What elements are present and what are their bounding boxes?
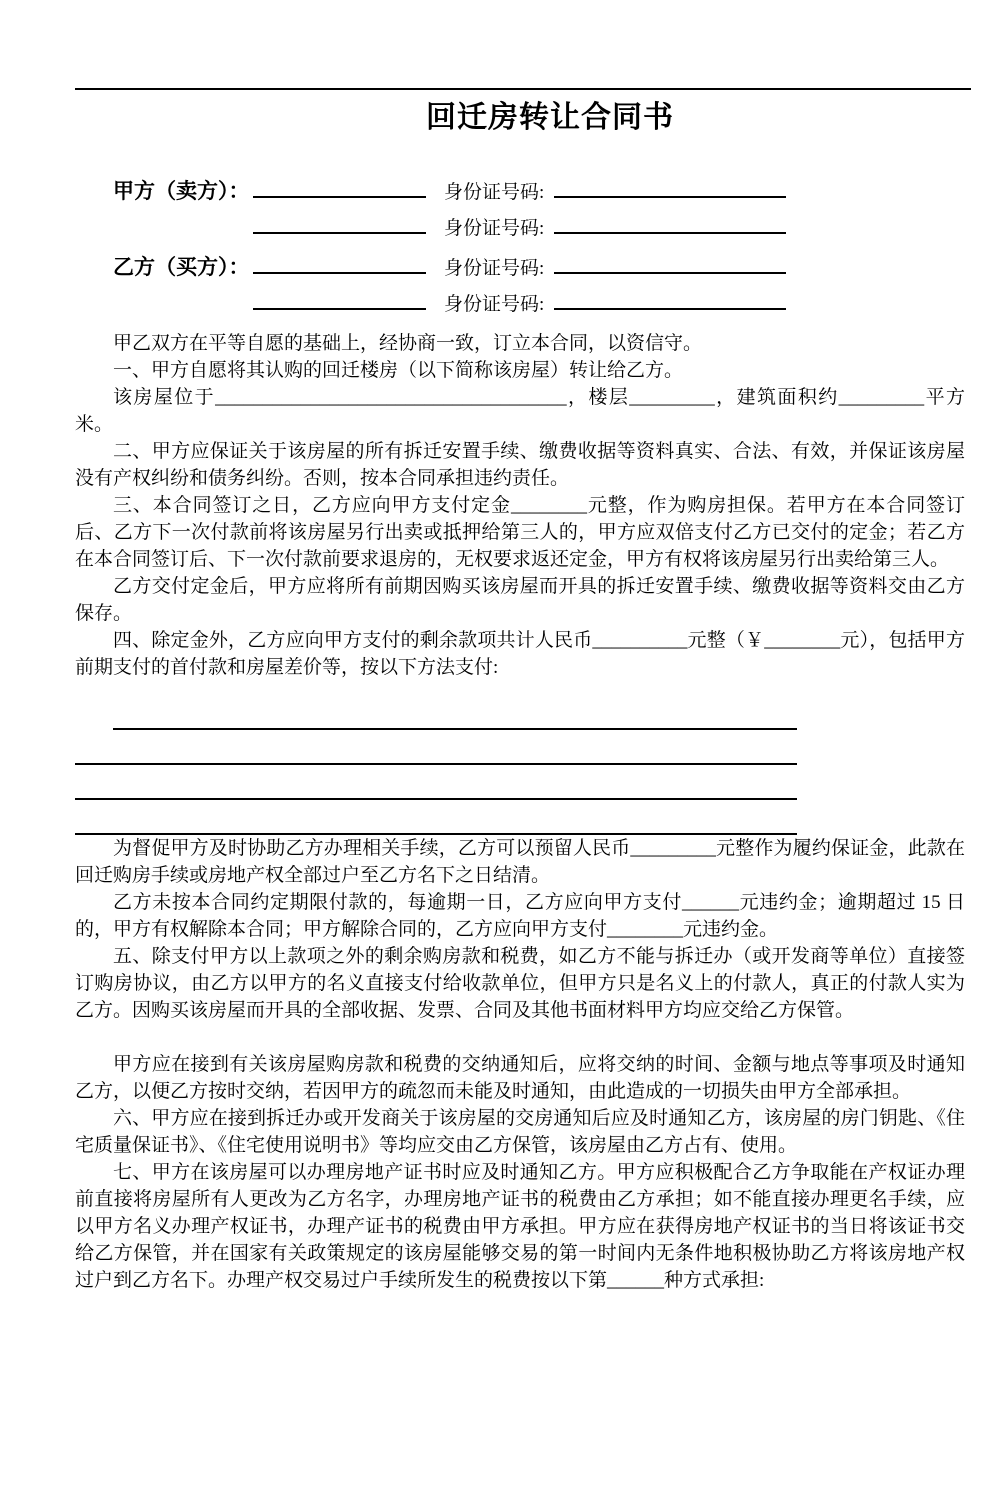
- party-a-row: [75, 172, 965, 210]
- party-b-name-field: [253, 271, 426, 274]
- party-b-id-label-2: 身份证号码:: [444, 294, 545, 315]
- paragraph-clause-5: 五、除支付甲方以上款项之外的剩余购房款和税费，如乙方不能与拆迁办（或开发商等单位）直接签订购房协议，由乙方以甲方的名义直接支付给收款单位，但甲方只是名义上的付款人，真正的付款人实为乙方。因购买该房屋而开具的全部收据、发票、合同及其他书面材料甲方均应交给乙方保管。: [75, 946, 965, 1021]
- party-a-id-label-2: 身份证号码:: [444, 218, 545, 239]
- payment-method-blank-line-1: [113, 695, 797, 730]
- party-b-label: 乙方（买方）：: [113, 255, 250, 279]
- party-b-row-2: [75, 286, 965, 324]
- paragraph-clause-6: 六、甲方应在接到拆迁办或开发商关于该房屋的交房通知后应及时通知乙方，该房屋的房门钥匙、《住宅质量保证书》、《住宅使用说明书》等均应交由乙方保管，该房屋由乙方占有、使用。: [75, 1108, 965, 1156]
- paragraph-clause-4-penalty: 乙方未按本合同约定期限付款的，每逾期一日，乙方应向甲方支付______元违约金；逾期超过 15 日的，甲方有权解除本合同；甲方解除合同的，乙方应向甲方支付________元违约金。: [75, 892, 965, 940]
- paragraph-clause-3: 三、本合同签订之日，乙方应向甲方支付定金________元整，作为购房担保。若甲方在本合同签订后、乙方下一次付款前将该房屋另行出卖或抵押给第三人的，甲方应双倍支付乙方已交付的定金；若乙方在本合同签订后、下一次付款前要求退房的，无权要求返还定金，甲方有权将该房屋另行出卖给第三人。: [75, 495, 965, 570]
- payment-method-blank-line-4: [75, 800, 797, 835]
- party-a-name-field: [253, 195, 426, 198]
- party-a-id-label: 身份证号码:: [444, 182, 545, 203]
- paragraph-clause-2: 二、甲方应保证关于该房屋的所有拆迁安置手续、缴费收据等资料真实、合法、有效，并保证该房屋没有产权纠纷和债务纠纷。否则，按本合同承担违约责任。: [75, 441, 965, 489]
- party-b-id-field-2: [554, 307, 786, 310]
- payment-method-blank-line-2: [75, 730, 797, 765]
- paragraph-clause-3-deposit: 乙方交付定金后，甲方应将所有前期因购买该房屋而开具的拆迁安置手续、缴费收据等资料交由乙方保存。: [75, 576, 965, 624]
- party-b-name-field-2: [253, 307, 426, 310]
- document-page: [0, 88, 993, 1492]
- paragraph-clause-1: 一、甲方自愿将其认购的回迁楼房（以下简称该房屋）转让给乙方。: [113, 360, 684, 381]
- payment-method-blank-line-3: [75, 765, 797, 800]
- party-b-id-field: [554, 271, 786, 274]
- party-a-name-field-2: [253, 231, 426, 234]
- contract-body: [75, 330, 965, 1294]
- party-a-id-field: [554, 195, 786, 198]
- party-a-id-field-2: [554, 231, 786, 234]
- parties-block: [75, 172, 965, 324]
- paragraph-clause-7: 七、甲方在该房屋可以办理房地产证书时应及时通知乙方。甲方应积极配合乙方争取能在产权证办理前直接将房屋所有人更改为乙方名字，办理房地产证书的税费由乙方承担；如不能直接办理更名手续，应以甲方名义办理产权证书，办理产证书的税费由甲方承担。甲方应在获得房地产权证书的当日将该证书交给乙方保管，并在国家有关政策规定的该房屋能够交易的第一时间内无条件地积极协助乙方将该房地产权过户到乙方名下。办理产权交易过户手续所发生的税费按以下第______种方式承担:: [75, 1162, 965, 1291]
- payment-method-blank-lines: [75, 695, 965, 835]
- paragraph-spacer: [75, 1024, 965, 1051]
- document-title: 回迁房转让合同书: [426, 101, 674, 134]
- party-b-id-label: 身份证号码:: [444, 258, 545, 279]
- paragraph-clause-4: 四、除定金外，乙方应向甲方支付的剩余款项共计人民币__________元整（￥________元），包括甲方前期支付的首付款和房屋差价等，按以下方法支付:: [75, 630, 965, 678]
- party-a-row-2: [75, 210, 965, 248]
- party-b-row: [75, 248, 965, 286]
- paragraph-clause-4-bond: 为督促甲方及时协助乙方办理相关手续，乙方可以预留人民币_________元整作为履约保证金，此款在回迁购房手续或房地产权全部过户至乙方名下之日结清。: [75, 838, 965, 886]
- paragraph-clause-1-location: 该房屋位于_____________________________________，楼层_________，建筑面积约_________平方米。: [75, 387, 965, 435]
- paragraph-clause-5-notice: 甲方应在接到有关该房屋购房款和税费的交纳通知后，应将交纳的时间、金额与地点等事项及时通知乙方，以便乙方按时交纳，若因甲方的疏忽而未能及时通知，由此造成的一切损失由甲方全部承担。: [75, 1054, 965, 1102]
- party-a-label: 甲方（卖方）：: [113, 179, 250, 203]
- header-rule: [75, 88, 971, 90]
- paragraph-preamble: 甲乙双方在平等自愿的基础上，经协商一致，订立本合同，以资信守。: [113, 333, 703, 354]
